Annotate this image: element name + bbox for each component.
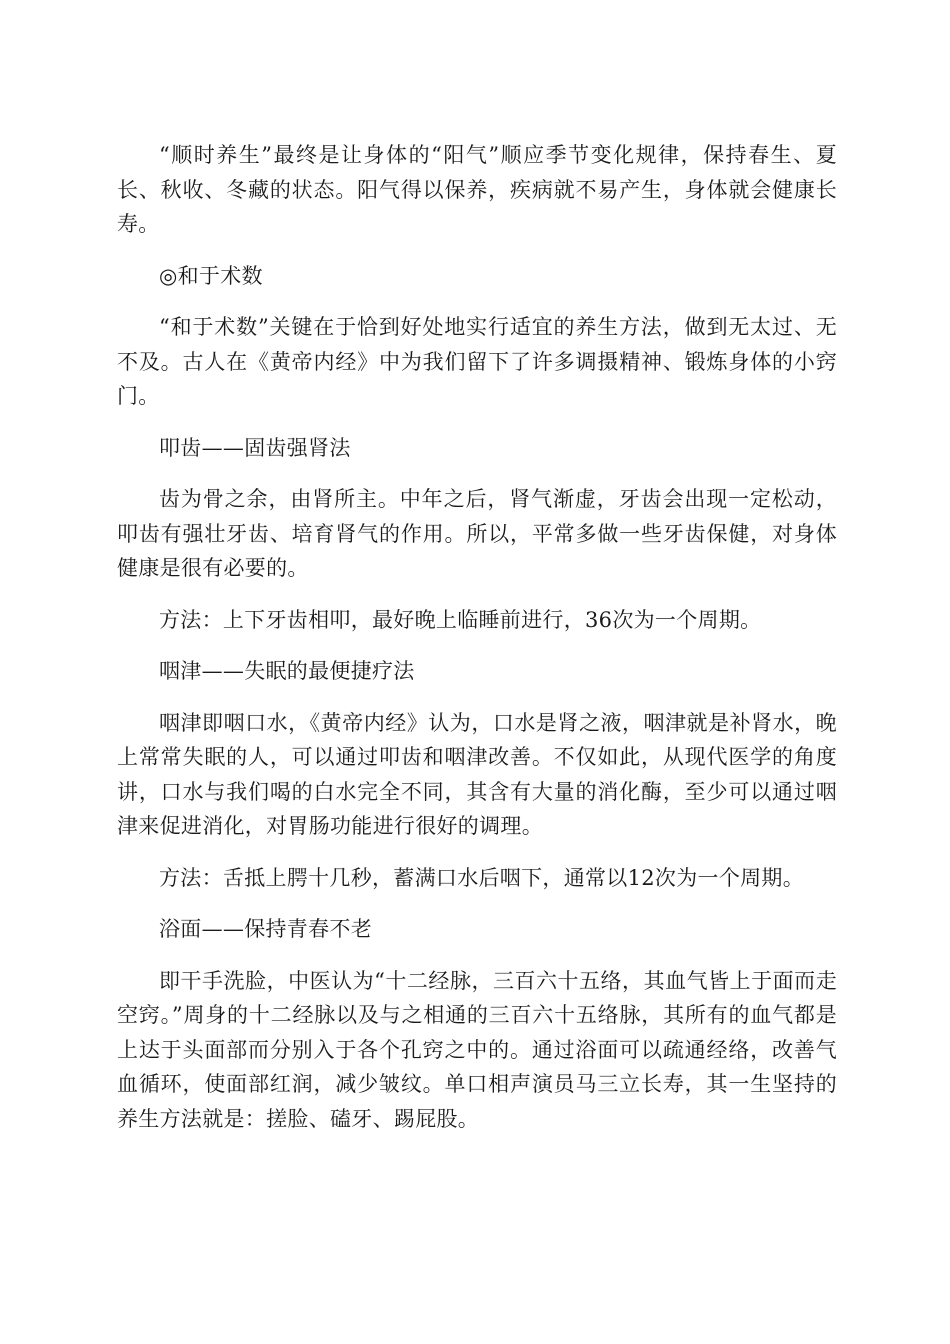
paragraph-yang-qi: “顺时养生”最终是让身体的“阳气”顺应季节变化规律，保持春生、夏长、秋收、冬藏的状态。阳气得以保养，疾病就不易产生，身体就会健康长寿。 <box>117 143 837 236</box>
paragraph-yan-jin: 咽津即咽口水，《黄帝内经》认为，口水是肾之液，咽津就是补肾水，晚上常常失眠的人，可以通过叩齿和咽津改善。不仅如此，从现代医学的角度讲，口水与我们喝的白水完全不同，其含有大量的消化酶，至少可以通过咽津来促进消化，对胃肠功能进行很好的调理。 <box>117 710 837 838</box>
document-body <box>117 138 837 1153</box>
section-heading-he-yu-shu-shu: ◎和于术数 <box>159 263 263 288</box>
paragraph-he-yu-shu-shu: “和于术数”关键在于恰到好处地实行适宜的养生方法，做到无太过、无不及。古人在《黄帝内经》中为我们留下了许多调摄精神、锻炼身体的小窍门。 <box>117 315 837 408</box>
paragraph-kou-chi: 齿为骨之余，由肾所主。中年之后，肾气渐虚，牙齿会出现一定松动，叩齿有强壮牙齿、培育肾气的作用。所以，平常多做一些牙齿保健，对身体健康是很有必要的。 <box>117 487 837 580</box>
paragraph-yu-mian: 即干手洗脸，中医认为“十二经脉，三百六十五络，其血气皆上于面而走空窍。”周身的十二经脉以及与之相通的三百六十五络脉，其所有的血气都是上达于头面部而分别入于各个孔窍之中的。通过浴面可以疏通经络，改善气血循环，使面部红润，减少皱纹。单口相声演员马三立长寿，其一生坚持的养生方法就是：搓脸、磕牙、踢屁股。 <box>117 968 837 1131</box>
subheading-yan-jin: 咽津——失眠的最便捷疗法 <box>159 659 415 683</box>
paragraph-kou-chi-method: 方法：上下牙齿相叩，最好晚上临睡前进行，36次为一个周期。 <box>159 607 762 632</box>
subheading-yu-mian: 浴面——保持青春不老 <box>159 917 372 941</box>
subheading-kou-chi: 叩齿——固齿强肾法 <box>159 435 351 460</box>
paragraph-yan-jin-method: 方法：舌抵上腭十几秒，蓄满口水后咽下，通常以12次为一个周期。 <box>159 865 805 890</box>
